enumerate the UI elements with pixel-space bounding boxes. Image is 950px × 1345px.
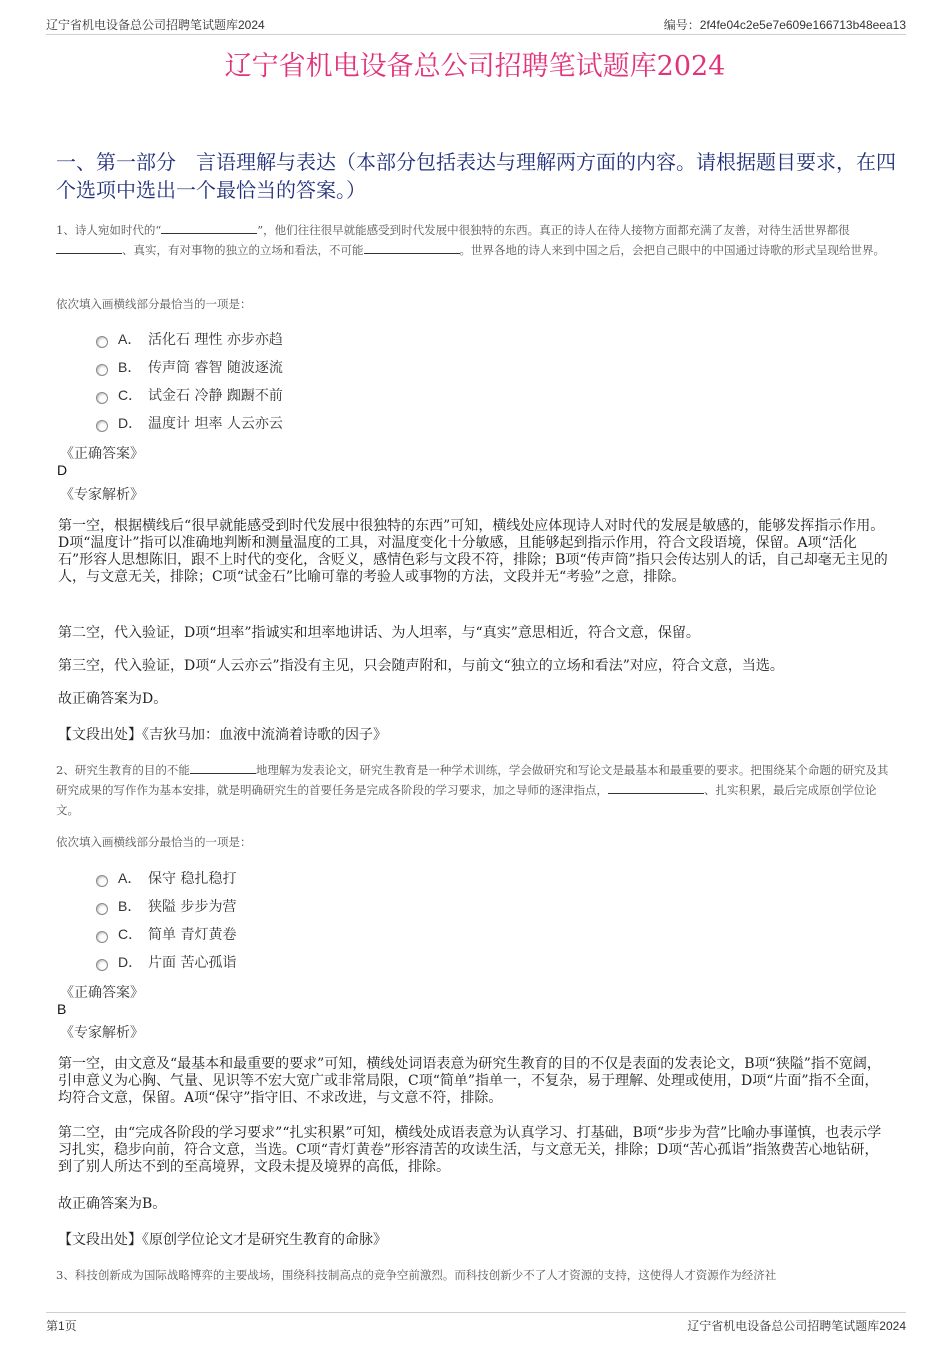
question-1-stem	[56, 220, 898, 260]
q2-option-d[interactable]: D． 片面 苦心孤诣	[96, 948, 236, 976]
q2-analysis-3: 故正确答案为B。	[58, 1196, 167, 1212]
q2-options	[96, 864, 236, 976]
radio-icon[interactable]	[96, 875, 108, 887]
page-title: 辽宁省机电设备总公司招聘笔试题库2024	[224, 51, 726, 82]
q2-answer: B	[57, 1001, 67, 1017]
q1-blank-3	[364, 241, 460, 254]
q1-option-d[interactable]: D． 温度计 坦率 人云亦云	[96, 409, 283, 437]
q2-analysis-1: 第一空，由文意及“最基本和最重要的要求”可知，横线处词语表意为研究生教育的目的不仅是表面的发表论文，B项“狭隘”指不宽阔，引申意义为心胸、气量、见识等不宏大宽广或非常局限，C项“简单”指单一，不复杂，易于理解、处理或使用，D项“片面”指不全面，均符合文意，保留。A项“保守”指守旧、不求改进，与文意不符，排除。	[58, 1056, 881, 1106]
page-footer	[46, 1312, 906, 1335]
q1-text-3: 、真实，有对事物的独立的立场和看法，不可能	[122, 243, 364, 257]
q1-analysis-3: 第三空，代入验证，D项“人云亦云”指没有主见，只会随声附和，与前文“独立的立场和看法”对应，符合文意，当选。	[58, 658, 784, 674]
radio-icon[interactable]	[96, 931, 108, 943]
q1-text-1: 1、诗人宛如时代的“	[56, 223, 162, 237]
radio-icon[interactable]	[96, 364, 108, 376]
q2-option-a[interactable]: A． 保守 稳扎稳打	[96, 864, 236, 892]
footer-doc-title: 辽宁省机电设备总公司招聘笔试题库2024	[687, 1319, 906, 1333]
q1-blank-2	[56, 241, 122, 254]
q2-source: 【文段出处】《原创学位论文才是研究生教育的命脉》	[58, 1232, 387, 1248]
q1-source: 【文段出处】《吉狄马加：血液中流淌着诗歌的因子》	[58, 727, 387, 743]
q1-analysis-label: 《专家解析》	[60, 487, 144, 503]
page-number: 第1页	[46, 1319, 77, 1333]
header-doc-id: 编号：2f4fe04c2e5e7e609e166713b48eea13	[663, 18, 906, 32]
header-doc-title: 辽宁省机电设备总公司招聘笔试题库2024	[46, 18, 265, 32]
q2-analysis-2: 第二空，由“完成各阶段的学习要求”“扎实积累”可知，横线处成语表意为认真学习、打基础，B项“步步为营”比喻办事谨慎，也表示学习扎实，稳步向前，符合文意，当选。C项“青灯黄卷”形容清苦的攻读生活，与文意无关，排除；D项“苦心孤诣”指煞费苦心地钻研，到了别人所达不到的至高境界，文段未提及境界的高低，排除。	[58, 1125, 882, 1175]
question-3-stem: 3、科技创新成为国际战略博弈的主要战场，围绕科技制高点的竞争空前激烈。而科技创新少不了人才资源的支持，这使得人才资源作为经济社	[56, 1268, 777, 1282]
radio-icon[interactable]	[96, 336, 108, 348]
q1-text-4: 。世界各地的诗人来到中国之后，会把自己眼中的中国通过诗歌的形式呈现给世界。	[459, 243, 885, 257]
q1-option-a[interactable]: A． 活化石 理性 亦步亦趋	[96, 325, 283, 353]
q2-blank-1	[190, 761, 256, 774]
q1-options	[96, 325, 283, 437]
q1-option-b[interactable]: B． 传声筒 睿智 随波逐流	[96, 353, 283, 381]
q2-analysis-label: 《专家解析》	[60, 1025, 144, 1041]
q1-answer-label: 《正确答案》	[60, 446, 144, 462]
q2-option-b[interactable]: B． 狭隘 步步为营	[96, 892, 236, 920]
q1-analysis-1: 第一空，根据横线后“很早就能感受到时代发展中很独特的东西”可知，横线处应体现诗人对时代的发展是敏感的，能够发挥指示作用。D项“温度计”指可以准确地判断和测量温度的工具，对温度变化十分敏感，且能够起到指示作用，符合文段语境，保留。A项“活化石”形容人思想陈旧，跟不上时代的变化，含贬义，感情色彩与文段不符，排除；B项“传声筒”指只会传达别人的话，自己却毫无主见的人，与文意无关，排除；C项“试金石”比喻可靠的考验人或事物的方法，文段并无“考验”之意，排除。	[58, 518, 888, 585]
q2-text-2: 地理解为发表论文，研究生教育是一种学术训练，学会做研究和写论文是最基本和最重要的要求。把围绕某个命题的研究及其研究成果的写作作为基本安排，就是明确研究生的首要任务是完成各阶段的学习要求，加之导师的逐津指点，	[56, 763, 889, 797]
page-header	[46, 14, 906, 35]
section-title: 一、第一部分 言语理解与表达（本部分包括表达与理解两方面的内容。请根据题目要求，在四个选项中选出一个最恰当的答案。）	[56, 150, 896, 202]
radio-icon[interactable]	[96, 392, 108, 404]
q1-prompt: 依次填入画横线部分最恰当的一项是：	[56, 297, 252, 311]
question-2-stem	[56, 760, 898, 820]
q2-text-3: 、扎实积累，最后完成原创学位论文。	[56, 783, 877, 817]
q2-blank-2	[608, 781, 704, 794]
q2-text-1: 2、研究生教育的目的不能	[56, 763, 190, 777]
q1-analysis-4: 故正确答案为D。	[58, 691, 168, 707]
q1-blank-1	[161, 221, 257, 234]
radio-icon[interactable]	[96, 959, 108, 971]
q2-prompt: 依次填入画横线部分最恰当的一项是：	[56, 835, 252, 849]
radio-icon[interactable]	[96, 420, 108, 432]
q2-option-c[interactable]: C． 简单 青灯黄卷	[96, 920, 236, 948]
radio-icon[interactable]	[96, 903, 108, 915]
q1-answer: D	[57, 462, 68, 478]
q1-text-2: ”，他们往往很早就能感受到时代发展中很独特的东西。真正的诗人在待人接物方面都充满了友善，对待生活世界都很	[257, 223, 850, 237]
q1-analysis-2: 第二空，代入验证，D项“坦率”指诚实和坦率地讲话、为人坦率，与“真实”意思相近，符合文意，保留。	[58, 625, 700, 641]
q1-option-c[interactable]: C． 试金石 冷静 踟蹰不前	[96, 381, 283, 409]
q2-answer-label: 《正确答案》	[60, 985, 144, 1001]
